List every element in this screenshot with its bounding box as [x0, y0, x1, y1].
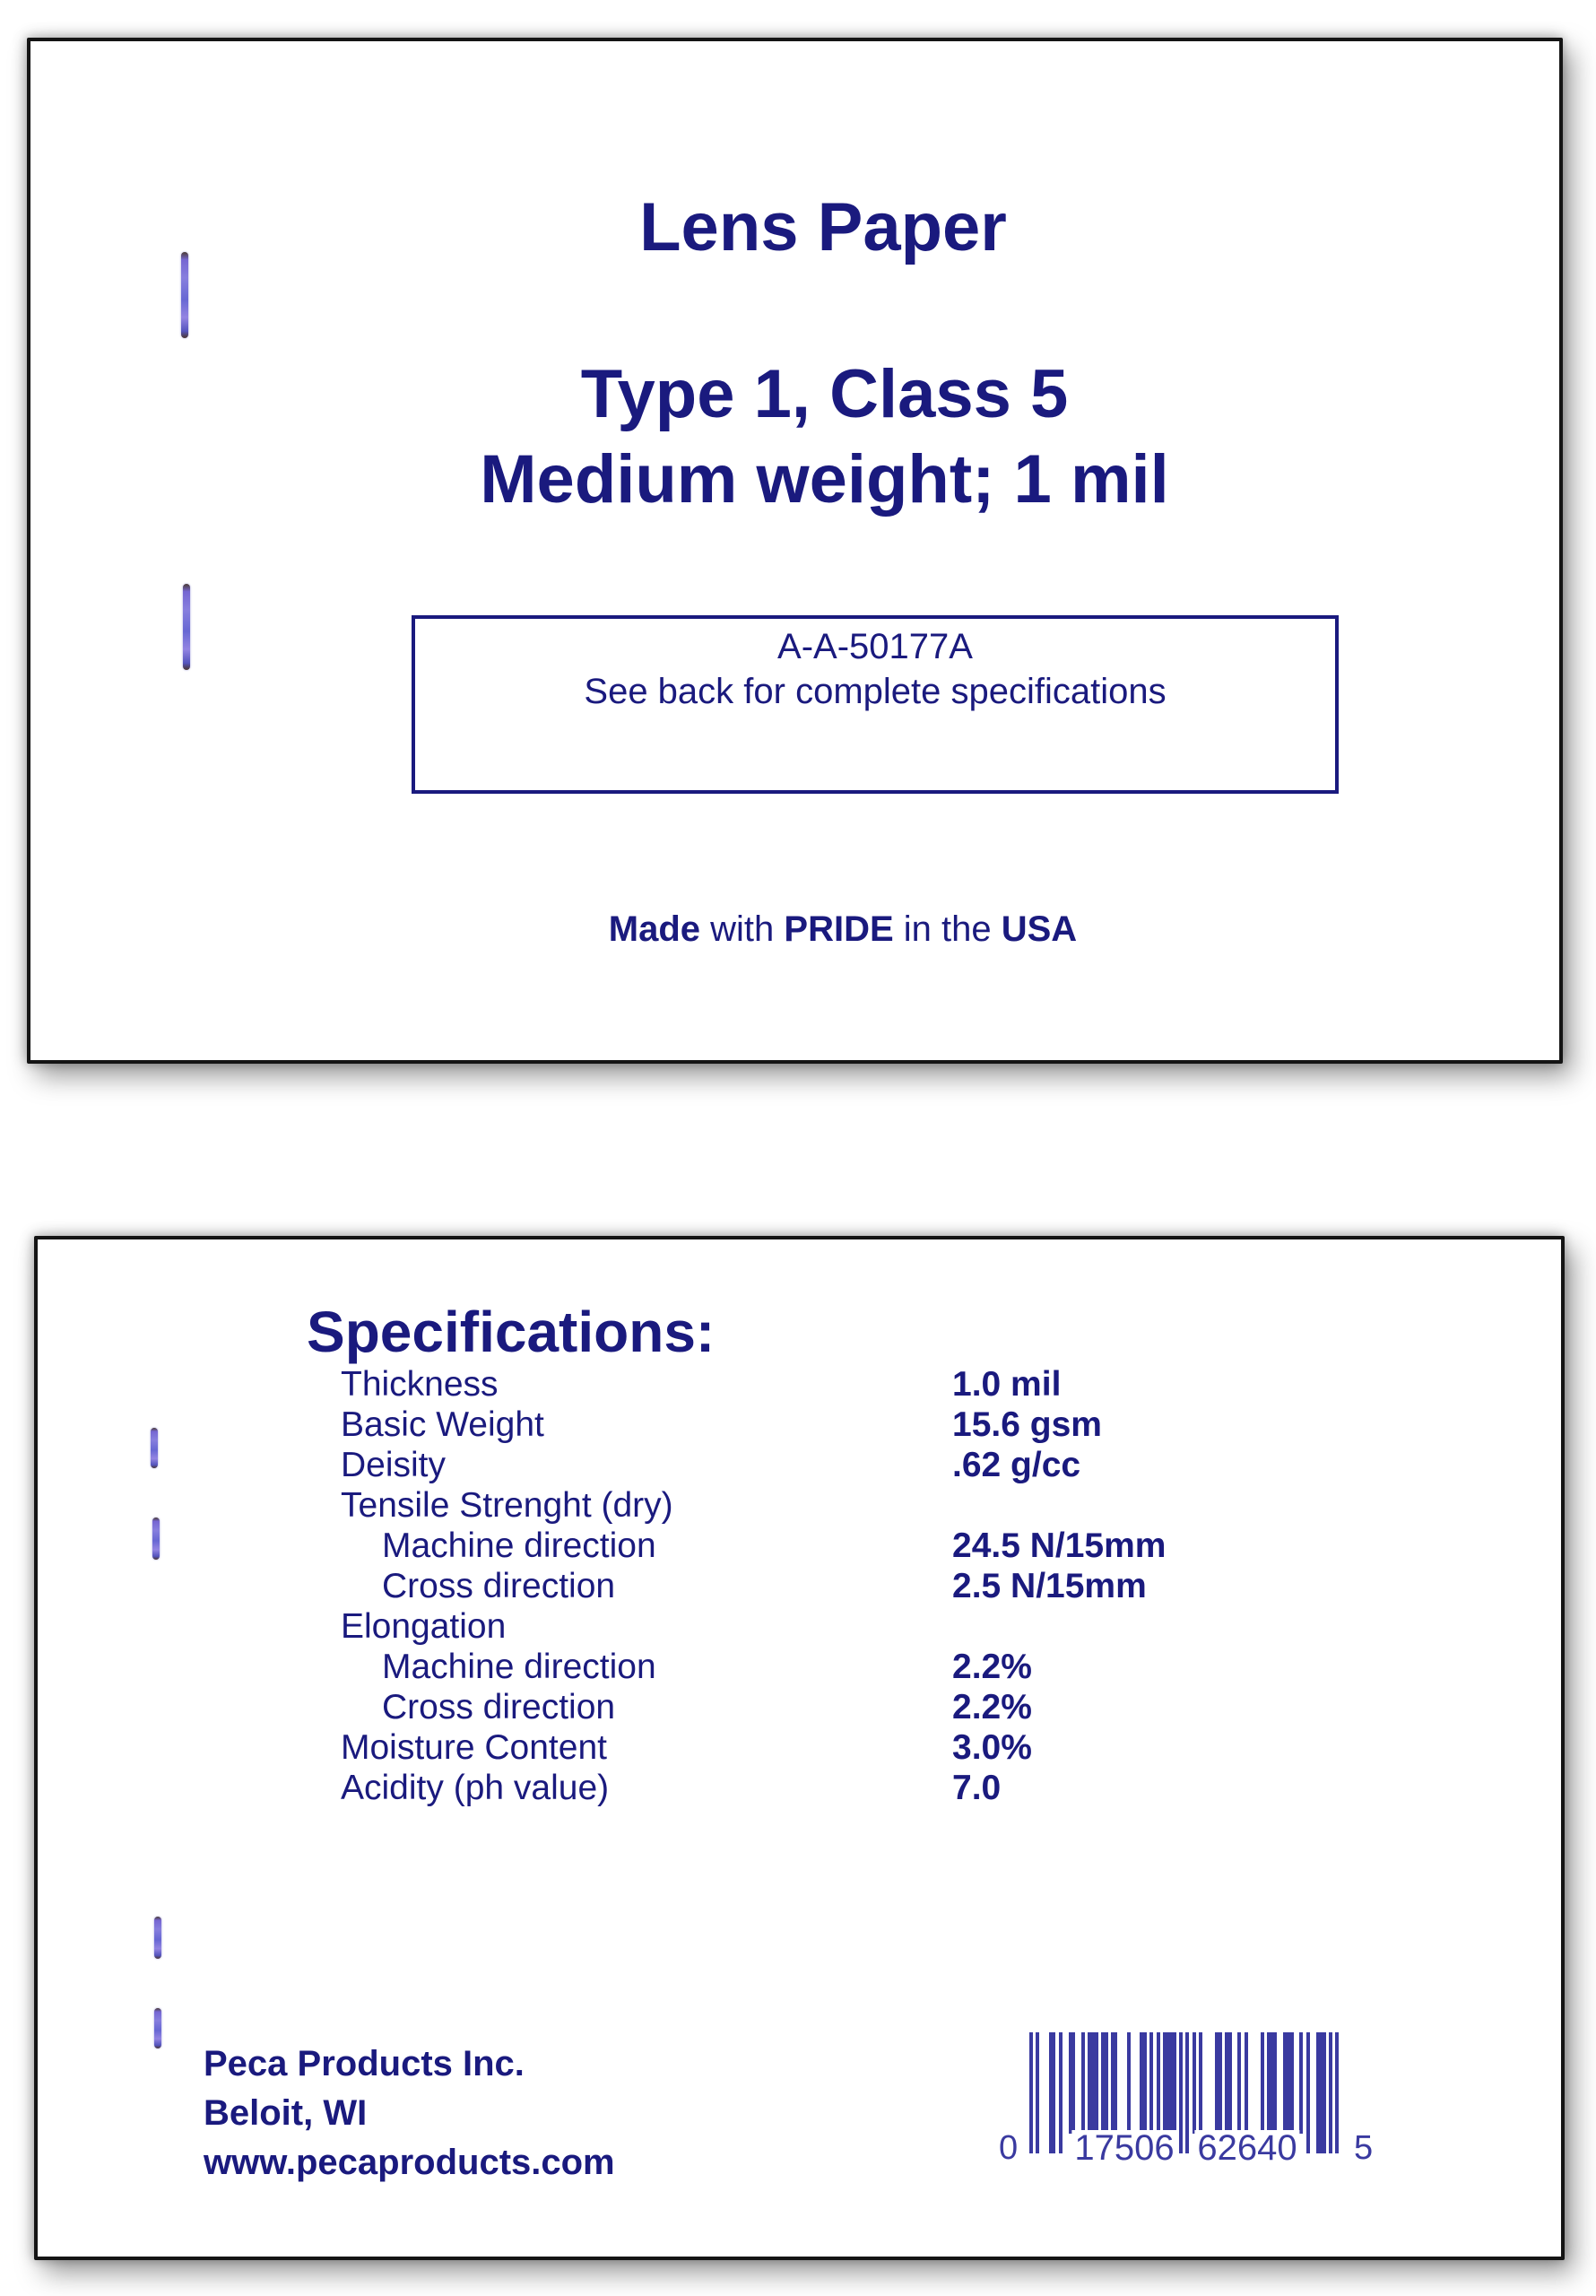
barcode-bar — [1173, 2032, 1176, 2134]
barcode-bar — [1329, 2032, 1332, 2153]
spec-label: Tensile Strenght (dry) — [341, 1486, 673, 1525]
barcode-bar — [1029, 2032, 1033, 2153]
spec-row — [341, 1606, 1417, 1647]
made-in-usa-line — [30, 908, 1559, 951]
barcode-bar — [1052, 2032, 1055, 2153]
barcode-bar — [1199, 2032, 1202, 2134]
company-city: Beloit, WI — [204, 2093, 368, 2133]
barcode-bar — [1149, 2032, 1153, 2134]
barcode-bar — [1237, 2032, 1241, 2134]
barcode-left-group: 17506 — [1071, 2130, 1176, 2166]
staple-mark — [152, 1518, 160, 1560]
spec-label: Machine direction — [382, 1648, 656, 1686]
spec-label: Deisity — [341, 1446, 447, 1484]
barcode-bar — [1071, 2032, 1075, 2134]
spec-label: Cross direction — [382, 1688, 616, 1726]
spec-value: 2.2% — [952, 1648, 1032, 1686]
barcode-bar — [1335, 2032, 1339, 2153]
barcode-bar — [1059, 2032, 1063, 2153]
spec-value: 2.2% — [952, 1688, 1032, 1726]
with-word: with — [700, 909, 785, 949]
specifications-heading: Specifications: — [307, 1300, 716, 1364]
spec-label: Basic Weight — [341, 1405, 544, 1444]
barcode-bar — [1323, 2032, 1326, 2153]
spec-reference-box — [412, 615, 1339, 794]
barcode-bar — [1290, 2032, 1294, 2134]
staple-mark — [154, 2008, 161, 2048]
spec-value: 1.0 mil — [952, 1365, 1062, 1404]
barcode-bar — [1095, 2032, 1098, 2134]
barcode-bar — [1185, 2032, 1189, 2153]
staple-mark — [181, 252, 188, 338]
barcode-bar — [1179, 2032, 1183, 2153]
product-title: Lens Paper — [639, 189, 1007, 265]
spec-row — [341, 1526, 1417, 1566]
staple-mark — [183, 584, 190, 670]
type-class-line: Type 1, Class 5 — [580, 356, 1069, 432]
in-the-words: in the — [893, 909, 1002, 949]
spec-label: Thickness — [341, 1365, 499, 1404]
staple-mark — [151, 1428, 158, 1468]
spec-row — [341, 1485, 1417, 1526]
barcode-bar — [1127, 2032, 1131, 2134]
company-block — [204, 2039, 615, 2187]
company-website: www.pecaproducts.com — [204, 2143, 615, 2182]
spec-row — [341, 1405, 1417, 1445]
spec-value: 24.5 N/15mm — [952, 1526, 1167, 1565]
barcode-bar — [1036, 2032, 1039, 2153]
spec-value: 3.0% — [952, 1728, 1032, 1767]
spec-row — [341, 1566, 1417, 1606]
product-subtitle — [30, 352, 1559, 522]
barcode-bar — [1261, 2032, 1264, 2134]
barcode-right-group: 62640 — [1194, 2130, 1299, 2166]
back-label-card — [34, 1236, 1565, 2260]
spec-row — [341, 1687, 1417, 1727]
barcode-left-digit: 0 — [999, 2129, 1019, 2167]
spec-label: Acidity (ph value) — [341, 1769, 610, 1807]
made-word: Made — [608, 909, 701, 949]
barcode-bar — [1306, 2032, 1310, 2153]
barcode-bar — [1081, 2032, 1085, 2134]
barcode-bar — [1114, 2032, 1117, 2134]
barcode-bar — [1143, 2032, 1147, 2134]
barcode-bar — [1105, 2032, 1108, 2134]
spec-row — [341, 1768, 1417, 1808]
spec-value: 7.0 — [952, 1769, 1002, 1807]
spec-label: Elongation — [341, 1607, 507, 1646]
barcode-bar — [1157, 2032, 1160, 2134]
specifications-table — [341, 1364, 1417, 1808]
barcode-bar — [1193, 2032, 1196, 2134]
spec-note: See back for complete specifications — [584, 672, 1167, 711]
spec-row — [341, 1727, 1417, 1768]
usa-word: USA — [1001, 909, 1078, 949]
weight-line: Medium weight; 1 mil — [480, 441, 1169, 517]
spec-value: 15.6 gsm — [952, 1405, 1102, 1444]
spec-label: Machine direction — [382, 1526, 656, 1565]
spec-label: Cross direction — [382, 1567, 616, 1605]
upc-barcode — [999, 2032, 1374, 2168]
company-name: Peca Products Inc. — [204, 2044, 525, 2083]
spec-label: Moisture Content — [341, 1728, 607, 1767]
barcode-bar — [1273, 2032, 1277, 2134]
spec-row — [341, 1445, 1417, 1485]
pride-word: PRIDE — [784, 909, 894, 949]
barcode-bar — [1245, 2032, 1248, 2134]
spec-code: A-A-50177A — [777, 627, 973, 666]
spec-value: .62 g/cc — [952, 1446, 1081, 1484]
barcode-right-digit: 5 — [1354, 2129, 1374, 2167]
spec-row — [341, 1647, 1417, 1687]
spec-row — [341, 1364, 1417, 1405]
staple-mark — [154, 1917, 161, 1959]
spec-value: 2.5 N/15mm — [952, 1567, 1147, 1605]
front-label-card — [27, 38, 1563, 1064]
barcode-bar — [1228, 2032, 1232, 2134]
barcode-bar — [1219, 2032, 1222, 2134]
barcode-bar — [1299, 2032, 1303, 2134]
